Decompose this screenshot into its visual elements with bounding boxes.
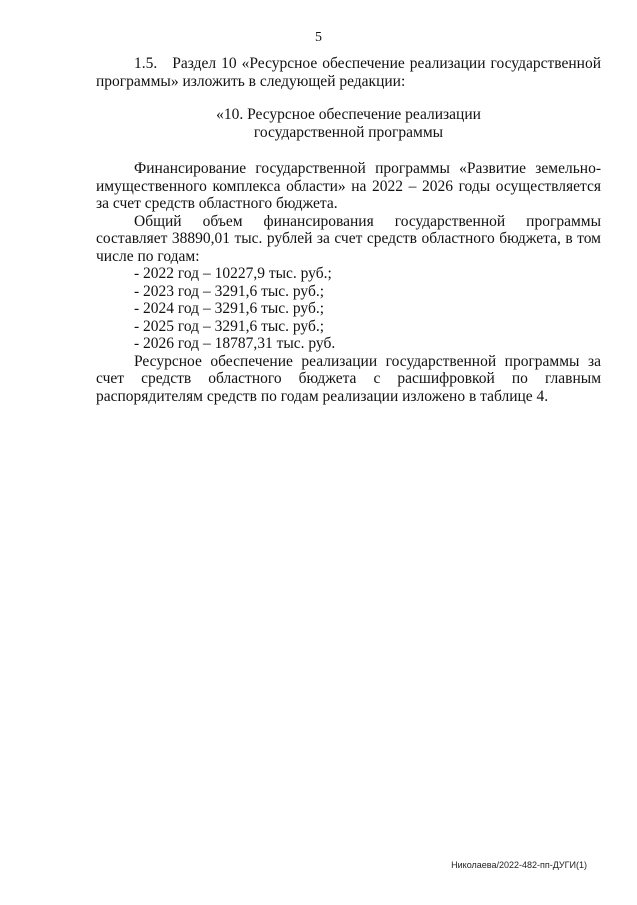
closing-paragraph: Ресурсное обеспечение реализации государственной программы за счет средств областного бюджета с расшифровкой по главным распорядителям средств по годам реализации изложено в таблице 4. [96, 352, 601, 405]
section-heading-line-1: «10. Ресурсное обеспечение реализации [216, 106, 481, 123]
page-number: 5 [315, 30, 322, 45]
year-item: - 2022 год – 10227,9 тыс. руб.; [134, 265, 332, 282]
section-heading [96, 106, 601, 142]
years-list [96, 265, 601, 353]
document-code: Николаева/2022-482-пп-ДУГИ(1) [451, 860, 587, 870]
financing-paragraph: Финансирование государственной программы «Развитие земельно-имущественного комплекса области» на 2022 – 2026 годы осуществляется за счет средств областного бюджета. [96, 160, 601, 212]
section-heading-line-2: государственной программы [253, 124, 444, 141]
year-item: - 2026 год – 18787,31 тыс. руб. [134, 335, 336, 352]
total-paragraph: Общий объем финансирования государственной программы составляет 38890,01 тыс. рублей за счет средств областного бюджета, в том числе по годам: [96, 212, 601, 265]
year-item: - 2024 год – 3291,6 тыс. руб.; [134, 300, 325, 317]
year-item: - 2023 год – 3291,6 тыс. руб.; [134, 282, 325, 300]
document-body [96, 55, 601, 405]
year-item: - 2025 год – 3291,6 тыс. руб.; [134, 317, 325, 335]
intro-paragraph: 1.5. Раздел 10 «Ресурсное обеспечение реализации государственной программы» изложить в следующей редакции: [96, 55, 601, 90]
